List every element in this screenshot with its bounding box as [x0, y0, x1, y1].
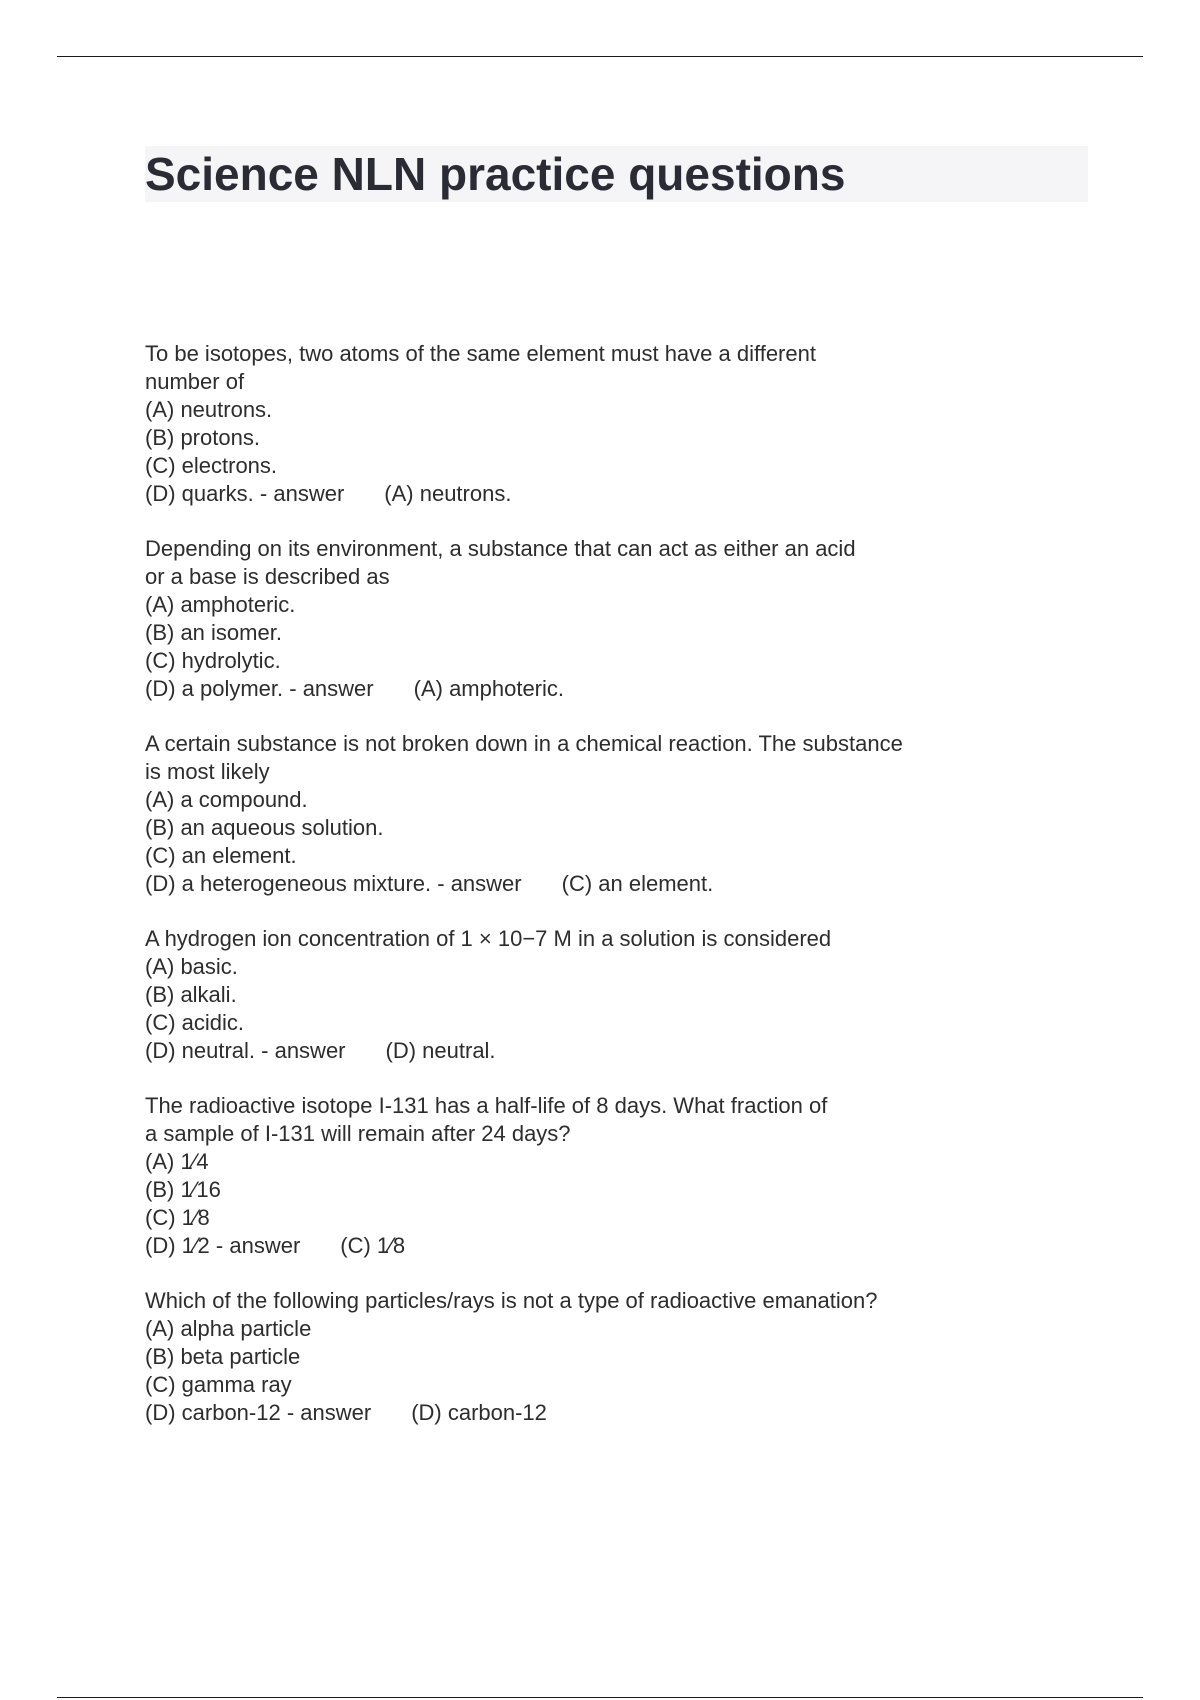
option-d-answer-line	[145, 1037, 1045, 1065]
title-banner	[145, 146, 1088, 202]
option-b: (B) protons.	[145, 425, 260, 450]
correct-answer: (C) an element.	[561, 871, 714, 896]
option-c: (C) acidic.	[145, 1010, 245, 1035]
option-d: (D) neutral. - answer	[145, 1038, 346, 1063]
option-d-answer-line	[145, 480, 1045, 508]
question-6	[145, 1287, 1045, 1427]
top-rule	[57, 56, 1143, 57]
correct-answer: (D) neutral.	[385, 1038, 496, 1063]
option-b: (B) an aqueous solution.	[145, 815, 384, 840]
question-list	[145, 340, 1045, 1454]
question-stem-line: A certain substance is not broken down in a chemical reaction. The substance	[145, 731, 903, 756]
option-c: (C) hydrolytic.	[145, 648, 281, 673]
question-stem-line: or a base is described as	[145, 564, 390, 589]
question-1	[145, 340, 1045, 508]
question-stem-line: is most likely	[145, 759, 270, 784]
question-4	[145, 925, 1045, 1065]
option-d: (D) quarks. - answer	[145, 481, 345, 506]
option-a: (A) 1⁄4	[145, 1149, 209, 1174]
option-a: (A) a compound.	[145, 787, 308, 812]
option-d-answer-line	[145, 1232, 1045, 1260]
question-stem-line: a sample of I-131 will remain after 24 days?	[145, 1121, 571, 1146]
question-stem-line: Depending on its environment, a substance that can act as either an acid	[145, 536, 856, 561]
correct-answer: (D) carbon-12	[411, 1400, 547, 1425]
correct-answer: (A) neutrons.	[384, 481, 512, 506]
option-a: (A) amphoteric.	[145, 592, 296, 617]
bottom-rule	[57, 1697, 1143, 1698]
option-b: (B) beta particle	[145, 1344, 301, 1369]
option-d-answer-line	[145, 1399, 1045, 1427]
option-d: (D) carbon-12 - answer	[145, 1400, 372, 1425]
option-d-answer-line	[145, 870, 1045, 898]
option-d: (D) a polymer. - answer	[145, 676, 374, 701]
question-stem-line: The radioactive isotope I-131 has a half-life of 8 days. What fraction of	[145, 1093, 828, 1118]
correct-answer: (A) amphoteric.	[413, 676, 565, 701]
option-d: (D) 1⁄2 - answer	[145, 1233, 301, 1258]
option-d-answer-line	[145, 675, 1045, 703]
question-5	[145, 1092, 1045, 1260]
option-a: (A) alpha particle	[145, 1316, 312, 1341]
option-a: (A) neutrons.	[145, 397, 273, 422]
question-stem-line: Which of the following particles/rays is not a type of radioactive emanation?	[145, 1288, 878, 1313]
page-title: Science NLN practice questions	[145, 148, 846, 200]
option-b: (B) alkali.	[145, 982, 237, 1007]
question-stem-line: A hydrogen ion concentration of 1 × 10−7 M in a solution is considered	[145, 926, 832, 951]
option-c: (C) an element.	[145, 843, 297, 868]
option-c: (C) gamma ray	[145, 1372, 292, 1397]
option-a: (A) basic.	[145, 954, 238, 979]
question-stem-line: To be isotopes, two atoms of the same element must have a different	[145, 341, 816, 366]
option-b: (B) an isomer.	[145, 620, 282, 645]
correct-answer: (C) 1⁄8	[340, 1233, 406, 1258]
option-c: (C) electrons.	[145, 453, 278, 478]
question-stem-line: number of	[145, 369, 245, 394]
question-3	[145, 730, 1045, 898]
option-c: (C) 1⁄8	[145, 1205, 210, 1230]
option-d: (D) a heterogeneous mixture. - answer	[145, 871, 522, 896]
option-b: (B) 1⁄16	[145, 1177, 221, 1202]
question-2	[145, 535, 1045, 703]
